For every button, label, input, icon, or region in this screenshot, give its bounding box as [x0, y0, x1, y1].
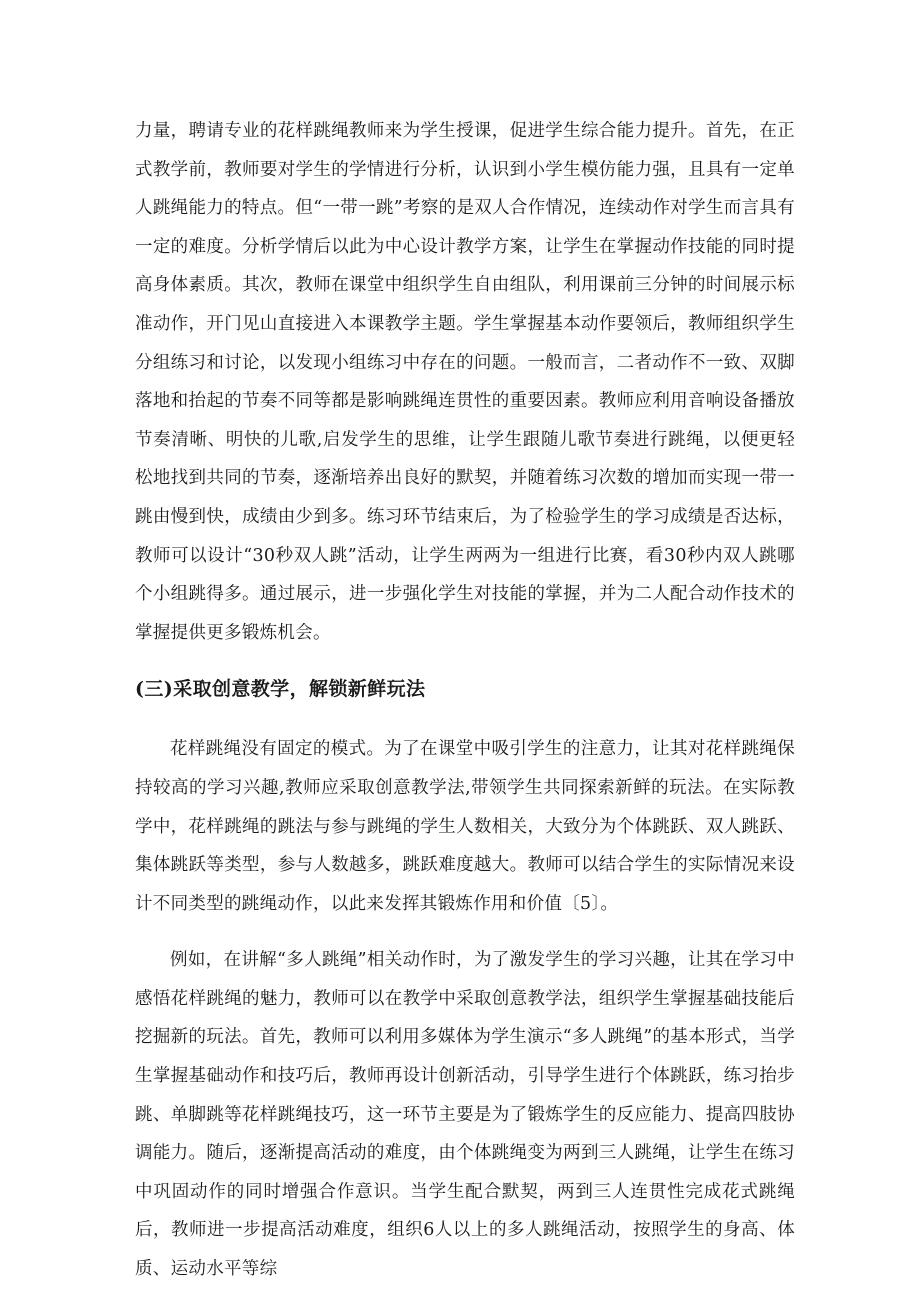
body-paragraph: 例如，在讲解“多人跳绳”相关动作时，为了激发学生的学习兴趣，让其在学习中感悟花样跳绳的魅力，教师可以在教学中采取创意教学法，组织学生掌握基础技能后挖掘新的玩法。首先，教师可以利用多媒体为学生演示“多人跳绳”的基本形式，当学生掌握基础动作和技巧后，教师再设计创新活动，引导学生进行个体跳跃，练习抬步跳、单脚跳等花样跳绳技巧，这一环节主要是为了锻炼学生的反应能力、提高四肢协调能力。随后，逐渐提高活动的难度，由个体跳绳变为两到三人跳绳，让学生在练习中巩固动作的同时增强合作意识。当学生配合默契，两到三人连贯性完成花式跳绳后，教师进一步提高活动难度，组织6人以上的多人跳绳活动，按照学生的身高、体质、运动水平等综: [135, 950, 795, 1280]
document-page: [135, 112, 795, 1289]
body-paragraph: 花样跳绳没有固定的模式。为了在课堂中吸引学生的注意力，让其对花样跳绳保持较高的学习兴趣,教师应采取创意教学法,带领学生共同探索新鲜的玩法。在实际教学中，花样跳绳的跳法与参与跳绳的学生人数相关，大致分为个体跳跃、双人跳跃、集体跳跃等类型，参与人数越多，跳跃难度越大。教师可以结合学生的实际情况来设计不同类型的跳绳动作，以此来发挥其锻炼作用和价值〔5〕。: [135, 739, 795, 914]
section-heading: (三)采取创意教学，解锁新鲜玩法: [135, 678, 426, 701]
body-paragraph: 力量，聘请专业的花样跳绳教师来为学生授课，促进学生综合能力提升。首先，在正式教学前，教师要对学生的学情进行分析，认识到小学生模仿能力强，且具有一定单人跳绳能力的特点。但“一带一跳”考察的是双人合作情况，连续动作对学生而言具有一定的难度。分析学情后以此为中心设计教学方案，让学生在掌握动作技能的同时提高身体素质。其次，教师在课堂中组织学生自由组队，利用课前三分钟的时间展示标准动作，开门见山直接进入本课教学主题。学生掌握基本动作要领后，教师组织学生分组练习和讨论，以发现小组练习中存在的问题。一般而言，二者动作不一致、双脚落地和抬起的节奏不同等都是影响跳绳连贯性的重要因素。教师应利用音响设备播放节奏清晰、明快的儿歌,启发学生的思维，让学生跟随儿歌节奏进行跳绳，以便更轻松地找到共同的节奏，逐渐培养出良好的默契，并随着练习次数的增加而实现一带一跳由慢到快，成绩由少到多。练习环节结束后，为了检验学生的学习成绩是否达标，教师可以设计“30秒双人跳”活动，让学生两两为一组进行比赛，看30秒内双人跳哪个小组跳得多。通过展示，进一步强化学生对技能的掌握，并为二人配合动作技术的掌握提供更多锻炼机会。: [135, 121, 795, 643]
